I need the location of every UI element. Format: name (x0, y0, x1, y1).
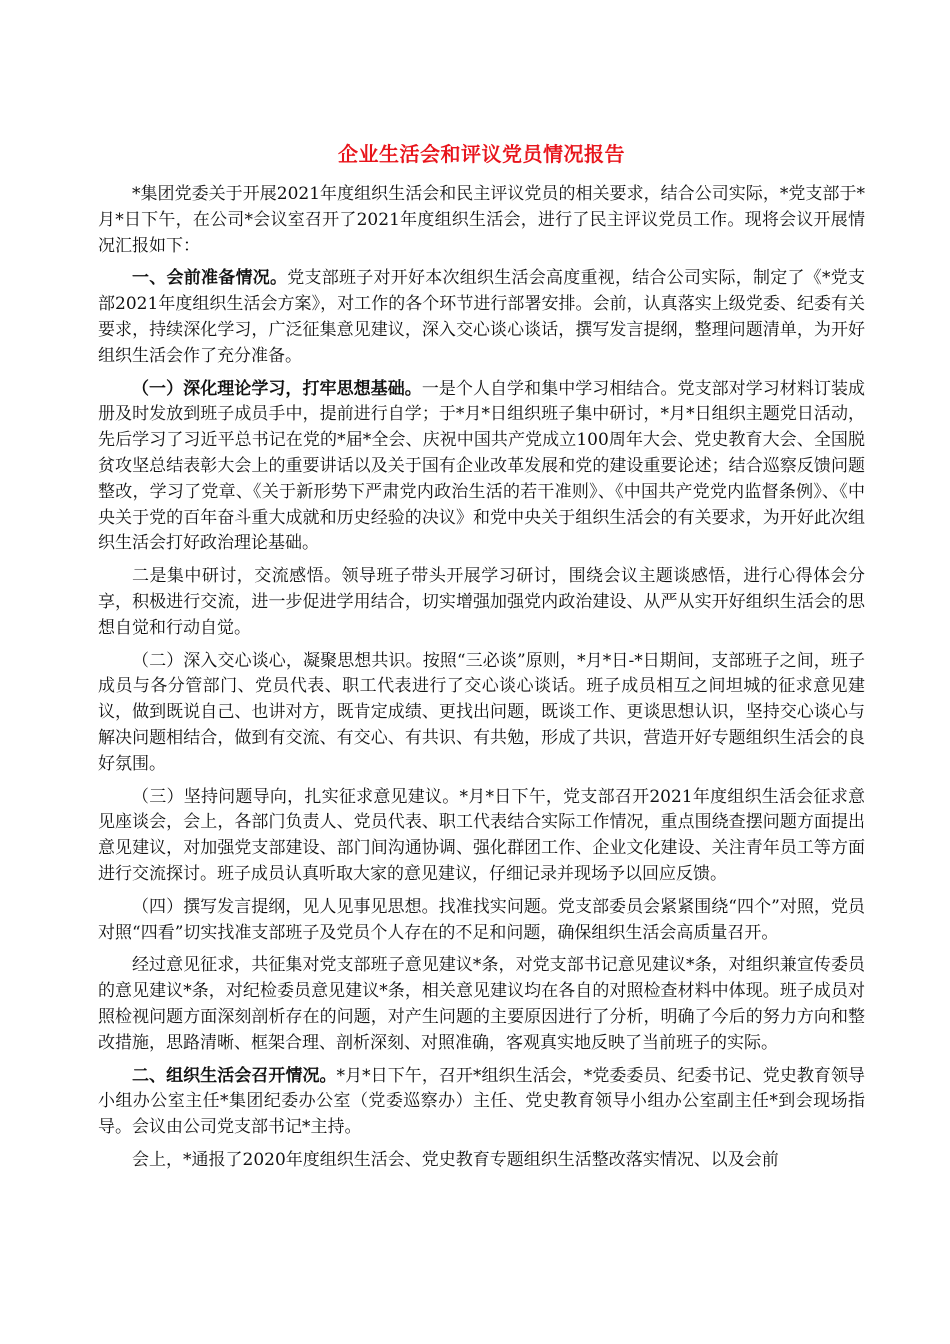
section-1-text: 党支部班子对开好本次组织生活会高度重视，结合公司实际，制定了《*党支部2021年度组织生活会方案》，对工作的各个环节进行部署安排。会前，认真落实上级党委、纪委有关要求，持续深化学习，广泛征集意见建议，深入交心谈心谈话，撰写发言提纲，整理问题清单，为开好组织生活会作了充分准备。 (98, 268, 865, 366)
section-2-text: *月*日下午，召开*组织生活会，*党委委员、纪委书记、党史教育领导小组办公室主任*集团纪委办公室（党委巡察办）主任、党史教育领导小组办公室副主任*到会现场指导。会议由公司党支部书记*主持。 (98, 1065, 866, 1138)
section-2-heading: 二、组织生活会召开情况。 (132, 1065, 337, 1086)
subsection-1-heading: （一）深化理论学习，打牢思想基础。 (132, 378, 422, 399)
last-paragraph (98, 1148, 865, 1174)
study-paragraph-2-text: 二是集中研讨，交流感悟。领导班子带头开展学习研讨，围绕会议主题谈感悟，进行心得体会分享，积极进行交流，进一步促进学用结合，切实增强加强党内政治建设、从严从实开好组织生活会的思想自觉和行动自觉。 (98, 566, 865, 638)
subsection-4-paragraph (98, 895, 865, 947)
intro-text: *集团党委关于开展2021年度组织生活会和民主评议党员的相关要求，结合公司实际，*党支部于*月*日下午，在公司*会议室召开了2021年度组织生活会，进行了民主评议党员工作。现将会议开展情况汇报如下： (98, 184, 865, 256)
subsection-1-paragraph (98, 377, 865, 558)
intro-paragraph (98, 182, 865, 259)
subsection-2-paragraph (98, 649, 865, 778)
last-paragraph-text: 会上，*通报了2020年度组织生活会、党史教育专题组织生活整改落实情况、以及会前 (132, 1149, 779, 1170)
summary-paragraph (98, 953, 865, 1056)
study-paragraph-2 (98, 564, 865, 641)
document-page (98, 140, 865, 1181)
section-1-paragraph (98, 266, 865, 369)
subsection-1-text: 一是个人自学和集中学习相结合。党支部对学习材料订装成册及时发放到班子成员手中，提前进行自学；于*月*日组织班子集中研讨，*月*日组织主题党日活动，先后学习了习近平总书记在党的*届*全会、庆祝中国共产党成立100周年大会、党史教育大会、全国脱贫攻坚总结表彰大会上的重要讲话以及关于国有企业改革发展和党的建设重要论述；结合巡察反馈问题整改，学习了党章、《关于新形势下严肃党内政治生活的若干准则》、《中国共产党党内监督条例》、《中央关于党的百年奋斗重大成就和历史经验的决议》和党中央关于组织生活会的有关要求，为开好此次组织生活会打好政治理论基础。 (98, 378, 866, 554)
summary-text: 经过意见征求，共征集对党支部班子意见建议*条，对党支部书记意见建议*条，对组织兼宣传委员的意见建议*条，对纪检委员意见建议*条，相关意见建议均在各自的对照检查材料中体现。班子成员对照检视问题方面深刻剖析存在的问题，对产生问题的主要原因进行了分析，明确了今后的努力方向和整改措施，思路清晰、框架合理、剖析深刻、对照准确，客观真实地反映了当前班子的实际。 (98, 955, 865, 1053)
section-1-heading: 一、会前准备情况。 (132, 268, 288, 289)
subsection-2-text: （二）深入交心谈心，凝聚思想共识。按照“三必谈”原则，*月*日-*日期间，支部班子之间，班子成员与各分管部门、党员代表、职工代表进行了交心谈心谈话。班子成员相互之间坦城的征求意见建议，做到既说自己、也讲对方，既肯定成绩、更找出问题，既谈工作、更谈思想认识，坚持交心谈心与解决问题相结合，做到有交流、有交心、有共识、有共勉，形成了共识，营造开好专题组织生活会的良好氛围。 (98, 650, 865, 774)
document-title: 企业生活会和评议党员情况报告 (338, 142, 625, 166)
section-2-paragraph (98, 1064, 865, 1141)
subsection-3-paragraph (98, 785, 865, 888)
subsection-4-text: （四）撰写发言提纲，见人见事见思想。找准找实问题。党支部委员会紧紧围绕“四个”对照，党员对照“四看”切实找准支部班子及党员个人存在的不足和问题，确保组织生活会高质量召开。 (98, 896, 865, 943)
subsection-3-text: （三）坚持问题导向，扎实征求意见建议。*月*日下午，党支部召开2021年度组织生活会征求意见座谈会，会上，各部门负责人、党员代表、职工代表结合实际工作情况，重点围绕查摆问题方面提出意见建议，对加强党支部建设、部门间沟通协调、强化群团工作、企业文化建设、关注青年员工等方面进行交流探讨。班子成员认真听取大家的意见建议，仔细记录并现场予以回应反馈。 (98, 786, 865, 884)
